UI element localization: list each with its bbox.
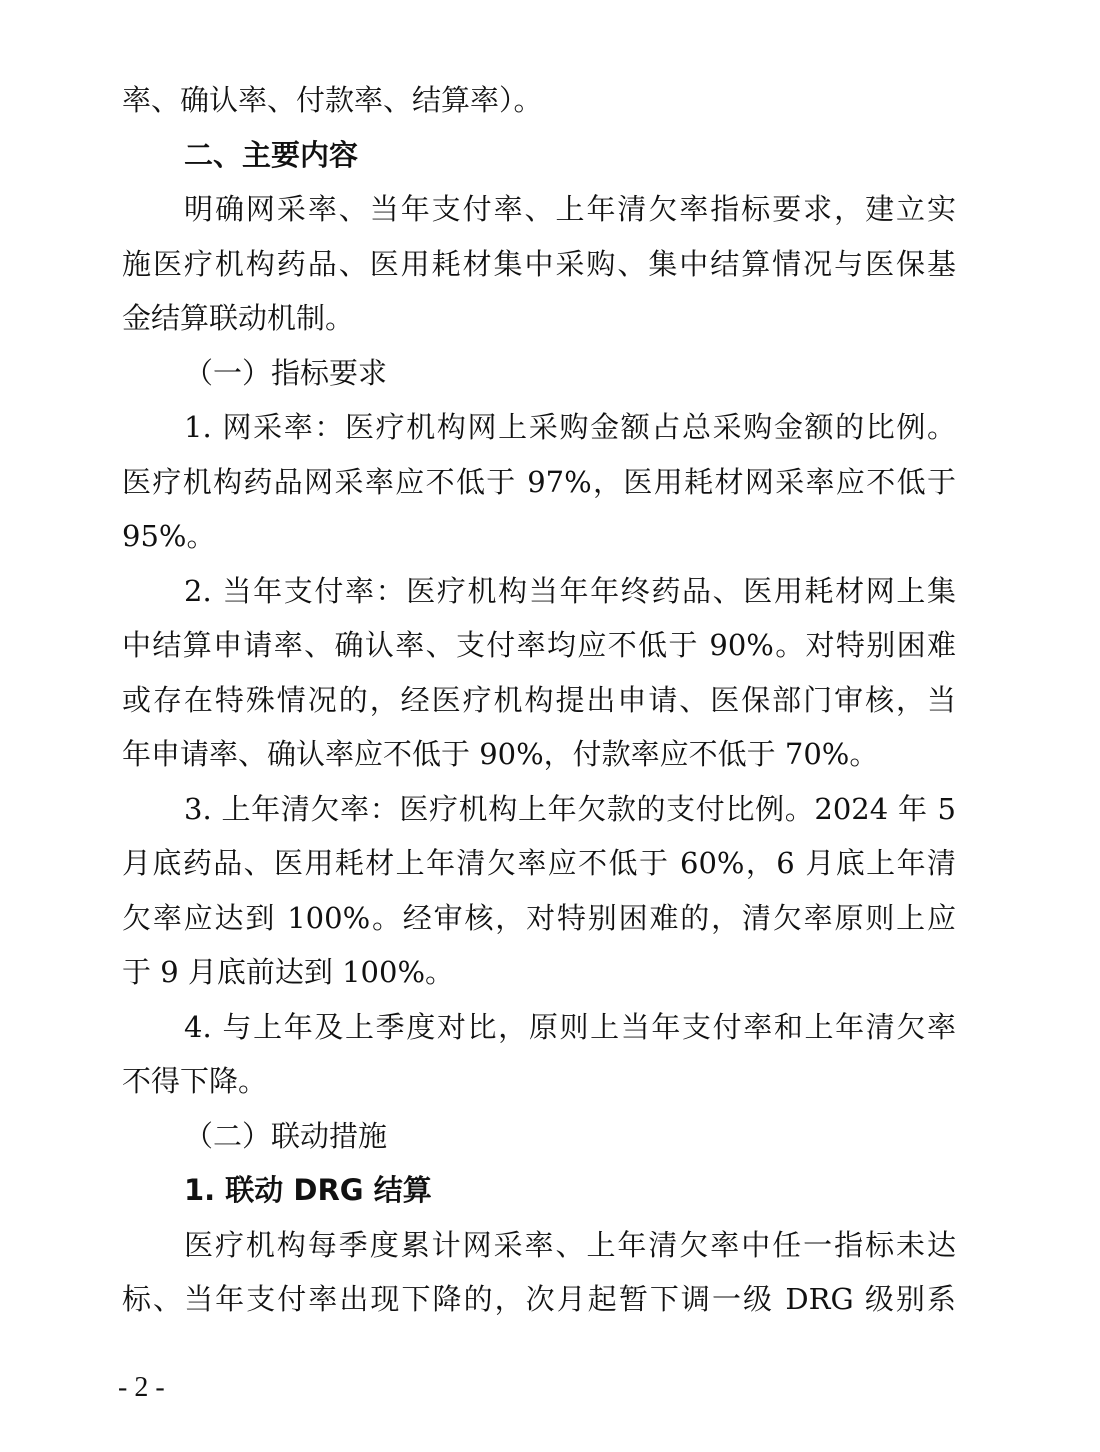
paragraph-line: 欠率应达到 100%。经审核，对特别困难的，清欠率原则上应 <box>122 900 956 935</box>
subsection-heading: （一）指标要求 <box>184 355 388 390</box>
document-body <box>122 73 956 1327</box>
paragraph-line: 不得下降。 <box>122 1064 268 1098</box>
item-heading: 1. 联动 DRG 结算 <box>184 1173 432 1207</box>
paragraph-line: 中结算申请率、确认率、支付率均应不低于 90%。对特别困难 <box>122 628 956 662</box>
subsection-heading: （二）联动措施 <box>184 1118 388 1153</box>
paragraph-line: 明确网采率、当年支付率、上年清欠率指标要求，建立实 <box>184 192 956 226</box>
paragraph-line: 金结算联动机制。 <box>122 301 355 335</box>
page-number: - 2 - <box>118 1372 165 1403</box>
paragraph-line: 2. 当年支付率：医疗机构当年年终药品、医用耗材网上集 <box>184 573 956 608</box>
paragraph-line: 或存在特殊情况的，经医疗机构提出申请、医保部门审核，当 <box>122 682 956 717</box>
paragraph-line: 医疗机构药品网采率应不低于 97%，医用耗材网采率应不低于 <box>122 464 956 499</box>
paragraph-line: 1. 网采率：医疗机构网上采购金额占总采购金额的比例。 <box>184 410 956 444</box>
paragraph-line: 于 9 月底前达到 100%。 <box>122 955 455 989</box>
section-heading: 二、主要内容 <box>184 137 359 172</box>
paragraph-line: 95%。 <box>122 519 216 553</box>
paragraph-line: 月底药品、医用耗材上年清欠率应不低于 60%，6 月底上年清 <box>122 846 956 880</box>
paragraph-line: 4. 与上年及上季度对比，原则上当年支付率和上年清欠率 <box>184 1009 956 1044</box>
paragraph-line: 3. 上年清欠率：医疗机构上年欠款的支付比例。2024 年 5 <box>184 791 956 826</box>
paragraph-line: 施医疗机构药品、医用耗材集中采购、集中结算情况与医保基 <box>122 246 956 281</box>
paragraph-line: 医疗机构每季度累计网采率、上年清欠率中任一指标未达 <box>184 1227 956 1262</box>
paragraph-line: 标、当年支付率出现下降的，次月起暂下调一级 DRG 级别系 <box>122 1282 956 1316</box>
paragraph-line: 率、确认率、付款率、结算率）。 <box>122 83 543 117</box>
paragraph-line: 年申请率、确认率应不低于 90%，付款率应不低于 70%。 <box>122 737 879 771</box>
